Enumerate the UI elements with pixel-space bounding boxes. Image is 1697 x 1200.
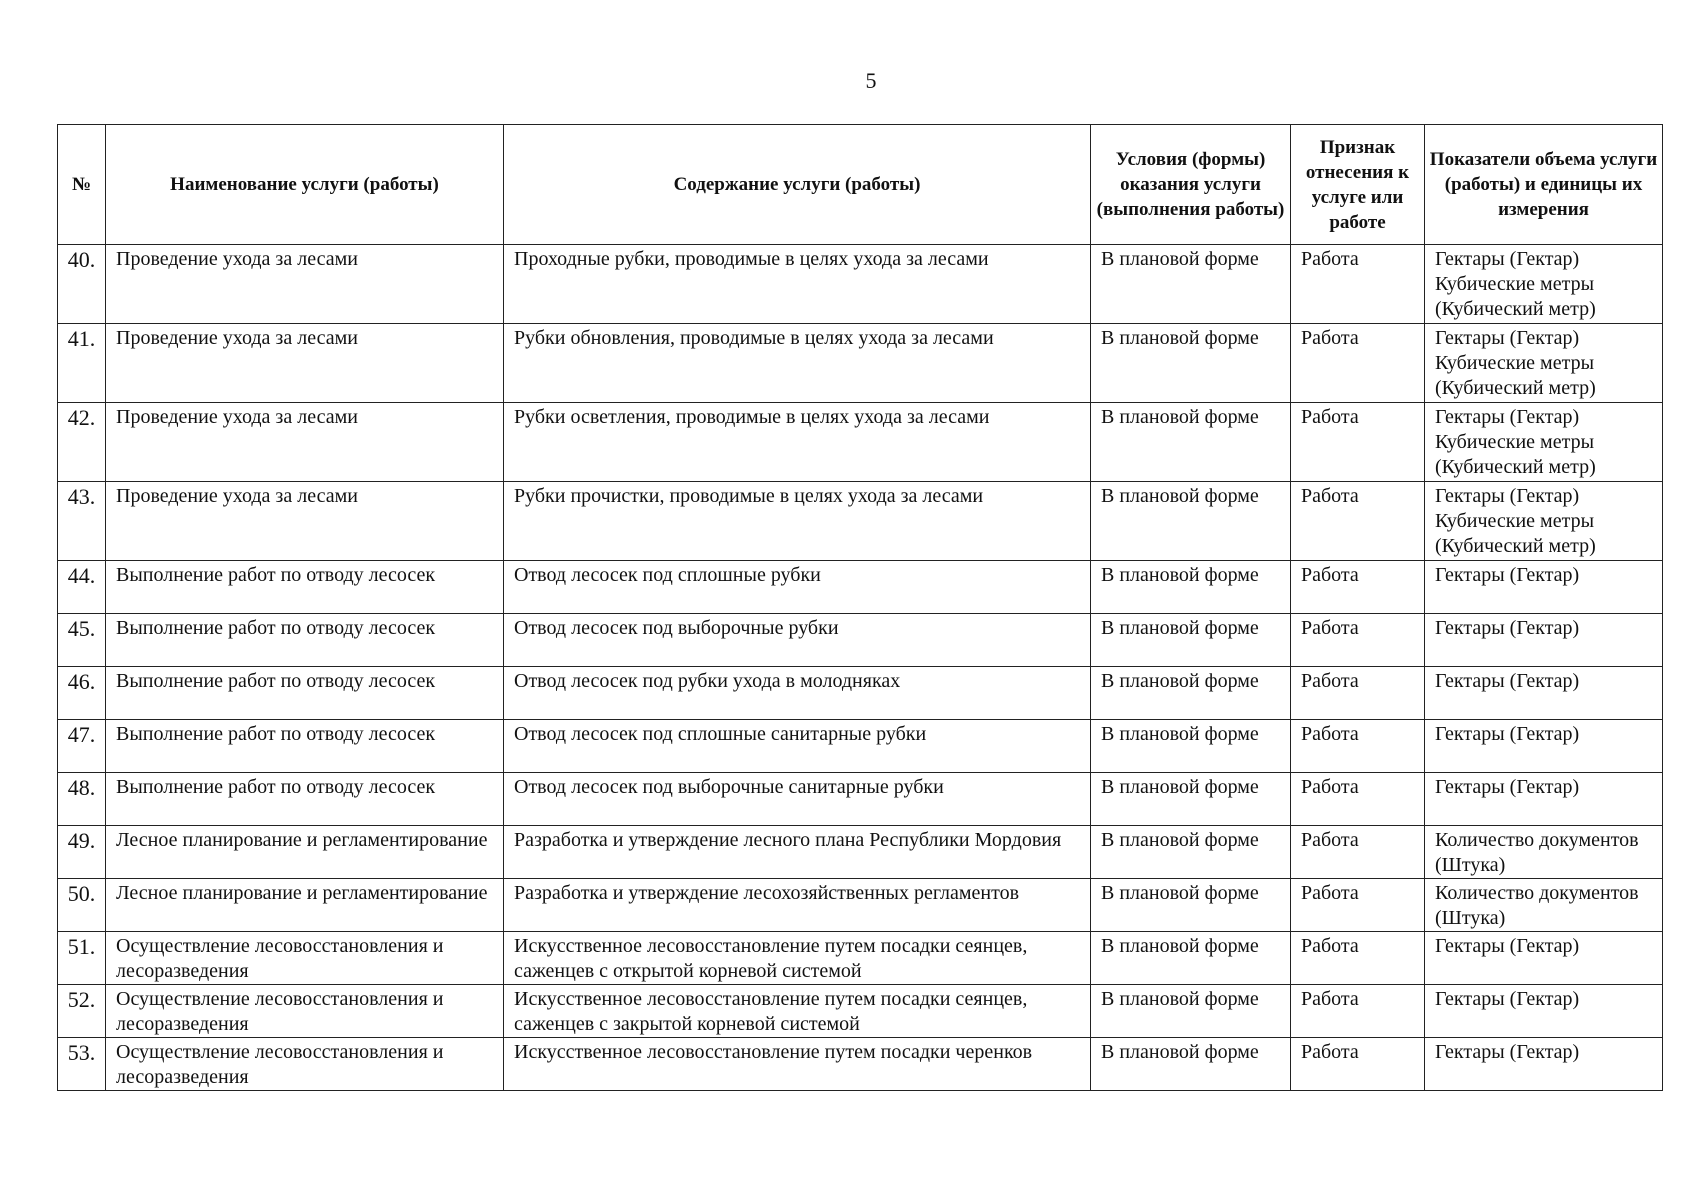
- service-content: Отвод лесосек под сплошные рубки: [504, 561, 1091, 614]
- service-type: Работа: [1291, 720, 1425, 773]
- row-number: 46.: [58, 667, 106, 720]
- service-type: Работа: [1291, 932, 1425, 985]
- row-number: 42.: [58, 403, 106, 482]
- table-row: [58, 482, 1663, 561]
- row-number: 53.: [58, 1038, 106, 1091]
- page-number: 5: [865, 68, 877, 93]
- row-number: 40.: [58, 245, 106, 324]
- service-conditions: В плановой форме: [1091, 720, 1291, 773]
- service-name: Выполнение работ по отводу лесосек: [106, 720, 504, 773]
- row-number: 50.: [58, 879, 106, 932]
- services-table: [57, 124, 1663, 1091]
- row-number: 41.: [58, 324, 106, 403]
- service-type: Работа: [1291, 403, 1425, 482]
- service-type: Работа: [1291, 482, 1425, 561]
- table-row: [58, 561, 1663, 614]
- service-conditions: В плановой форме: [1091, 985, 1291, 1038]
- service-type: Работа: [1291, 773, 1425, 826]
- service-name: Выполнение работ по отводу лесосек: [106, 773, 504, 826]
- table-row: [58, 879, 1663, 932]
- service-name: Проведение ухода за лесами: [106, 245, 504, 324]
- table-row: [58, 932, 1663, 985]
- service-indicators: Гектары (Гектар) Кубические метры (Кубический метр): [1425, 482, 1663, 561]
- service-content: Отвод лесосек под сплошные санитарные рубки: [504, 720, 1091, 773]
- service-type: Работа: [1291, 826, 1425, 879]
- row-number: 43.: [58, 482, 106, 561]
- table-row: [58, 614, 1663, 667]
- service-name: Осуществление лесовосстановления и лесоразведения: [106, 985, 504, 1038]
- service-content: Искусственное лесовосстановление путем посадки черенков: [504, 1038, 1091, 1091]
- row-number: 51.: [58, 932, 106, 985]
- service-type: Работа: [1291, 879, 1425, 932]
- table-header-row: [58, 125, 1663, 245]
- service-type: Работа: [1291, 614, 1425, 667]
- header-content: Содержание услуги (работы): [504, 125, 1091, 245]
- service-type: Работа: [1291, 985, 1425, 1038]
- service-content: Разработка и утверждение лесохозяйственных регламентов: [504, 879, 1091, 932]
- table-row: [58, 773, 1663, 826]
- service-indicators: Количество документов (Штука): [1425, 826, 1663, 879]
- service-content: Отвод лесосек под рубки ухода в молодняках: [504, 667, 1091, 720]
- service-type: Работа: [1291, 561, 1425, 614]
- service-name: Проведение ухода за лесами: [106, 324, 504, 403]
- service-content: Разработка и утверждение лесного плана Республики Мордовия: [504, 826, 1091, 879]
- table-row: [58, 826, 1663, 879]
- service-conditions: В плановой форме: [1091, 773, 1291, 826]
- service-indicators: Гектары (Гектар) Кубические метры (Кубический метр): [1425, 324, 1663, 403]
- service-content: Искусственное лесовосстановление путем посадки сеянцев, саженцев с закрытой корневой системой: [504, 985, 1091, 1038]
- service-content: Отвод лесосек под выборочные санитарные рубки: [504, 773, 1091, 826]
- service-indicators: Гектары (Гектар) Кубические метры (Кубический метр): [1425, 403, 1663, 482]
- row-number: 45.: [58, 614, 106, 667]
- service-name: Лесное планирование и регламентирование: [106, 879, 504, 932]
- service-content: Искусственное лесовосстановление путем посадки сеянцев, саженцев с открытой корневой системой: [504, 932, 1091, 985]
- service-content: Рубки обновления, проводимые в целях ухода за лесами: [504, 324, 1091, 403]
- table-row: [58, 324, 1663, 403]
- service-type: Работа: [1291, 667, 1425, 720]
- row-number: 49.: [58, 826, 106, 879]
- row-number: 48.: [58, 773, 106, 826]
- table-row: [58, 403, 1663, 482]
- service-content: Отвод лесосек под выборочные рубки: [504, 614, 1091, 667]
- service-indicators: Гектары (Гектар): [1425, 773, 1663, 826]
- service-indicators: Гектары (Гектар): [1425, 614, 1663, 667]
- service-indicators: Гектары (Гектар): [1425, 667, 1663, 720]
- service-conditions: В плановой форме: [1091, 826, 1291, 879]
- row-number: 44.: [58, 561, 106, 614]
- service-conditions: В плановой форме: [1091, 932, 1291, 985]
- service-type: Работа: [1291, 324, 1425, 403]
- service-type: Работа: [1291, 1038, 1425, 1091]
- service-name: Осуществление лесовосстановления и лесоразведения: [106, 1038, 504, 1091]
- header-type: Признак отнесения к услуге или работе: [1291, 125, 1425, 245]
- service-conditions: В плановой форме: [1091, 403, 1291, 482]
- header-num: №: [58, 125, 106, 245]
- service-indicators: Гектары (Гектар): [1425, 720, 1663, 773]
- service-conditions: В плановой форме: [1091, 561, 1291, 614]
- table-row: [58, 1038, 1663, 1091]
- service-indicators: Гектары (Гектар): [1425, 1038, 1663, 1091]
- table-row: [58, 720, 1663, 773]
- service-name: Выполнение работ по отводу лесосек: [106, 614, 504, 667]
- service-conditions: В плановой форме: [1091, 614, 1291, 667]
- service-conditions: В плановой форме: [1091, 879, 1291, 932]
- service-name: Выполнение работ по отводу лесосек: [106, 667, 504, 720]
- row-number: 47.: [58, 720, 106, 773]
- service-name: Лесное планирование и регламентирование: [106, 826, 504, 879]
- service-indicators: Гектары (Гектар): [1425, 985, 1663, 1038]
- service-name: Проведение ухода за лесами: [106, 403, 504, 482]
- service-indicators: Количество документов (Штука): [1425, 879, 1663, 932]
- service-conditions: В плановой форме: [1091, 324, 1291, 403]
- service-name: Проведение ухода за лесами: [106, 482, 504, 561]
- table-row: [58, 245, 1663, 324]
- row-number: 52.: [58, 985, 106, 1038]
- service-indicators: Гектары (Гектар): [1425, 561, 1663, 614]
- service-conditions: В плановой форме: [1091, 482, 1291, 561]
- service-content: Рубки осветления, проводимые в целях ухода за лесами: [504, 403, 1091, 482]
- service-name: Выполнение работ по отводу лесосек: [106, 561, 504, 614]
- header-name: Наименование услуги (работы): [106, 125, 504, 245]
- header-conditions: Условия (формы) оказания услуги (выполнения работы): [1091, 125, 1291, 245]
- service-indicators: Гектары (Гектар) Кубические метры (Кубический метр): [1425, 245, 1663, 324]
- service-content: Проходные рубки, проводимые в целях ухода за лесами: [504, 245, 1091, 324]
- service-type: Работа: [1291, 245, 1425, 324]
- table-row: [58, 667, 1663, 720]
- service-conditions: В плановой форме: [1091, 667, 1291, 720]
- service-conditions: В плановой форме: [1091, 1038, 1291, 1091]
- header-indicators: Показатели объема услуги (работы) и единицы их измерения: [1425, 125, 1663, 245]
- service-conditions: В плановой форме: [1091, 245, 1291, 324]
- service-name: Осуществление лесовосстановления и лесоразведения: [106, 932, 504, 985]
- table-row: [58, 985, 1663, 1038]
- service-indicators: Гектары (Гектар): [1425, 932, 1663, 985]
- service-content: Рубки прочистки, проводимые в целях ухода за лесами: [504, 482, 1091, 561]
